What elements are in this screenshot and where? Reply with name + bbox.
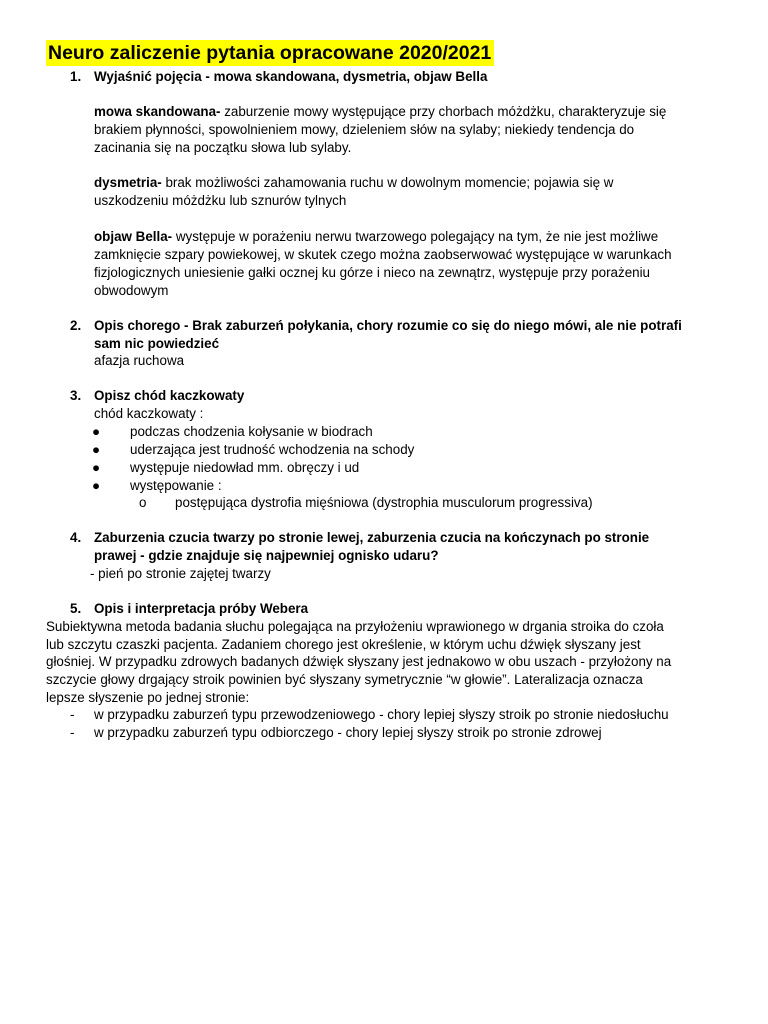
question-1-number: 1. <box>70 69 82 84</box>
question-2-number: 2. <box>70 318 82 333</box>
question-5-number: 5. <box>70 601 82 616</box>
list-item-text: w przypadku zaburzeń typu odbiorczego - chory lepiej słyszy stroik po stronie zdrowej <box>94 725 602 740</box>
list-item-text: występowanie : <box>130 478 222 493</box>
weber-line-5: lepsze słyszenie po jednej stronie: <box>46 690 250 705</box>
list-item-text: uderzająca jest trudność wchodzenia na schody <box>130 442 415 457</box>
question-1-title: Wyjaśnić pojęcia - mowa skandowana, dysmetria, objaw Bella <box>94 69 488 84</box>
list-item-text: w przypadku zaburzeń typu przewodzeniowego - chory lepiej słyszy stroik po stronie niedosłuchu <box>94 707 669 722</box>
sub-bullet-icon: o <box>139 495 147 510</box>
dash-marker: - <box>70 707 75 722</box>
question-3-number: 3. <box>70 388 82 403</box>
dash-marker: - <box>70 725 75 740</box>
mowa-line-1 <box>94 103 666 121</box>
bullet-icon: ● <box>92 442 101 457</box>
bullet-icon: ● <box>92 478 101 493</box>
sub-list-item-text: postępująca dystrofia mięśniowa (dystrophia musculorum progressiva) <box>175 495 593 510</box>
question-4-title-line-2: prawej - gdzie znajduje się najpewniej ognisko udaru? <box>94 548 439 563</box>
mowa-text-1: zaburzenie mowy występujące przy chorbach móżdżku, charakteryzuje się <box>220 104 667 119</box>
bella-term: objaw Bella- <box>94 229 173 244</box>
weber-line-1: Subiektywna metoda badania słuchu polegająca na przyłożeniu wprawionego w drgania stroika do czoła <box>46 619 664 634</box>
bella-text-1: występuje w porażeniu nerwu twarzowego polegający na tym, że nie jest możliwe <box>172 229 659 244</box>
mowa-term: mowa skandowana- <box>94 104 221 119</box>
dysmetria-line-2: uszkodzeniu móżdżku lub sznurów tylnych <box>94 193 347 208</box>
bella-line-4: obwodowym <box>94 283 169 298</box>
bullet-icon: ● <box>92 424 101 439</box>
question-3-intro: chód kaczkowaty : <box>94 406 204 421</box>
mowa-line-2: brakiem płynności, spowolnieniem mowy, dzieleniem słów na sylaby; niekiedy tendencja do <box>94 122 635 137</box>
question-4-number: 4. <box>70 530 82 545</box>
bella-line-1 <box>94 228 658 246</box>
question-2-answer: afazja ruchowa <box>94 353 185 368</box>
dysmetria-line-1 <box>94 174 613 192</box>
bella-line-2: zamknięcie szpary powiekowej, w skutek czego można zaobserwować występujące w warunkach <box>94 247 672 262</box>
dysmetria-text-1: brak możliwości zahamowania ruchu w dowolnym momencie; pojawia się w <box>161 175 614 190</box>
question-2-title-line-2: sam nic powiedzieć <box>94 336 220 351</box>
bella-line-3: fizjologicznych uniesienie gałki ocznej ku górze i nieco na zewnątrz, występuje przy porażeniu <box>94 265 651 280</box>
list-item-text: podczas chodzenia kołysanie w biodrach <box>130 424 373 439</box>
question-3-title: Opisz chód kaczkowaty <box>94 388 245 403</box>
list-item-text: występuje niedowład mm. obręczy i ud <box>130 460 360 475</box>
question-4-answer: - pień po stronie zajętej twarzy <box>90 566 271 581</box>
weber-line-2: lub szczytu czaszki pacjenta. Zadaniem chorego jest określenie, w którym uchu dźwięk słyszany jest <box>46 637 641 652</box>
bullet-icon: ● <box>92 460 101 475</box>
question-5-title: Opis i interpretacja próby Webera <box>94 601 309 616</box>
mowa-line-3: zacinania się na początku słowa lub sylaby. <box>94 140 352 155</box>
weber-line-3: głośniej. W przypadku zdrowych badanych dźwięk słyszany jest jednakowo w obu uszach - przyłożony na <box>46 654 672 669</box>
question-2-title-line-1: Opis chorego - Brak zaburzeń połykania, chory rozumie co się do niego mówi, ale nie potrafi <box>94 318 682 333</box>
dysmetria-term: dysmetria- <box>94 175 162 190</box>
question-4-title-line-1: Zaburzenia czucia twarzy po stronie lewej, zaburzenia czucia na kończynach po stronie <box>94 530 650 545</box>
document-title: Neuro zaliczenie pytania opracowane 2020/2021 <box>46 40 494 66</box>
weber-line-4: szczycie głowy drgający stroik powinien być słyszany symetrycznie “w głowie”. Lateralizacja oznacza <box>46 672 643 687</box>
